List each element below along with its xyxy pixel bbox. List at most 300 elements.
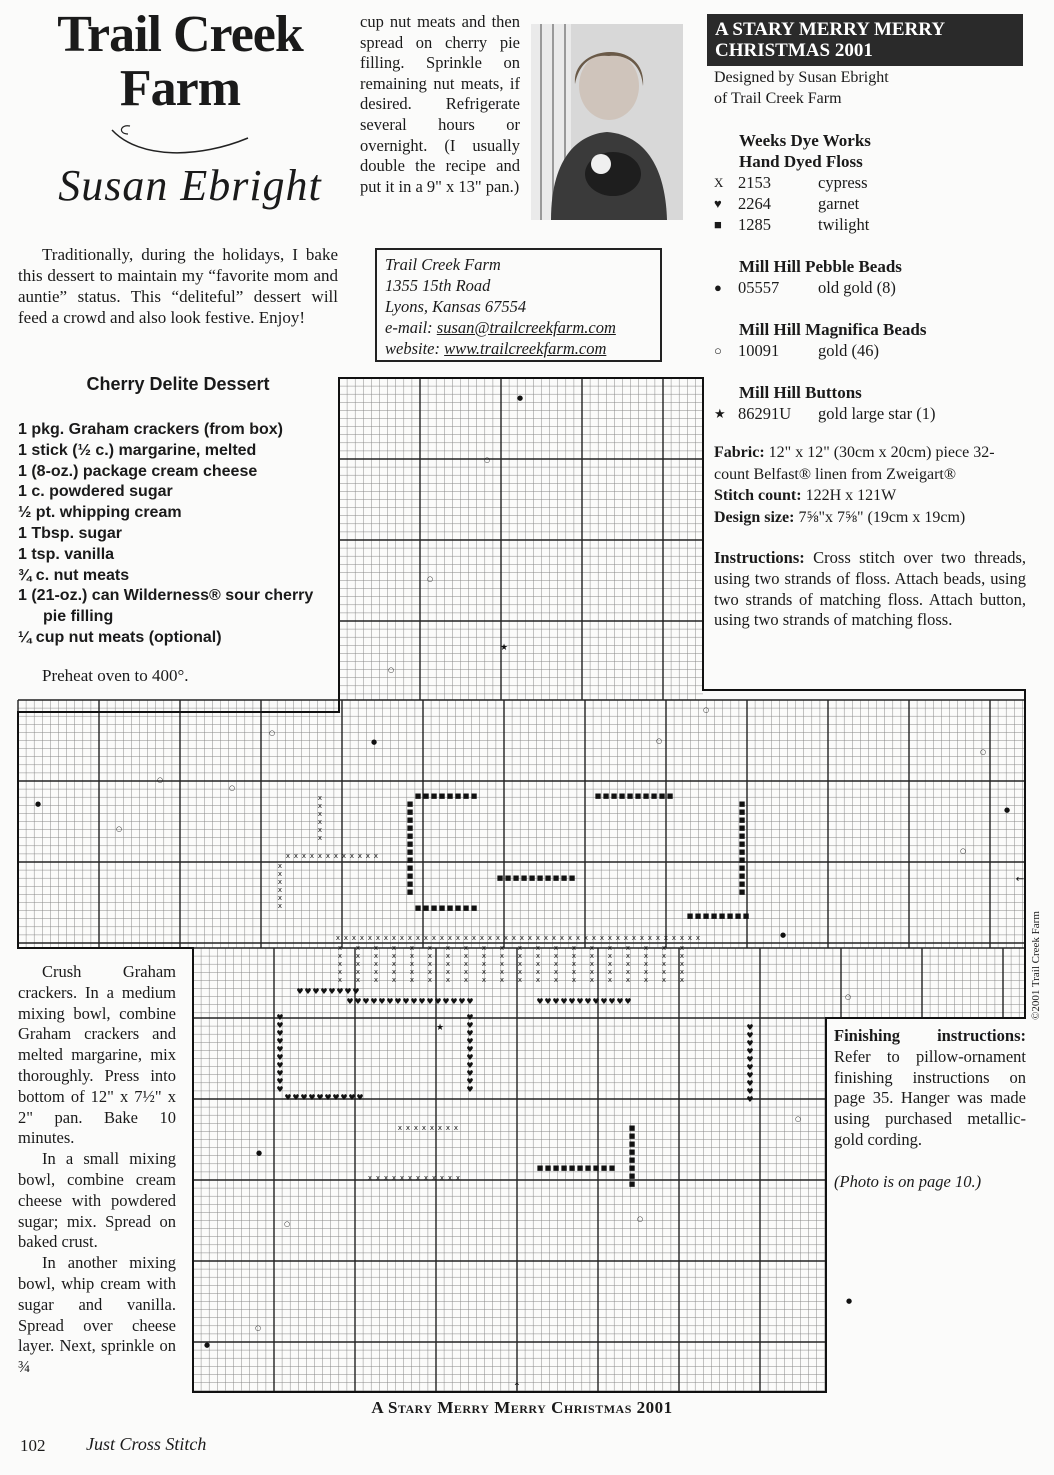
heart-stitch: ♥ [568,997,576,1006]
cross-stitch: x [623,934,629,942]
cross-stitch: x [447,1174,453,1182]
heart-stitch: ♥ [466,1077,474,1086]
cross-stitch: x [589,960,595,968]
magnifica-bead: ○ [844,993,852,1001]
square-symbol-icon: ■ [714,217,722,232]
cross-stitch: x [383,1174,389,1182]
cross-stitch: x [499,944,505,952]
cross-stitch: x [427,976,433,984]
cross-stitch: x [499,952,505,960]
cross-stitch: x [317,810,323,818]
cross-stitch: x [607,968,613,976]
magnifica-bead: ○ [115,825,123,833]
heart-stitch: ♥ [584,997,592,1006]
heart-stitch: ♥ [418,997,426,1006]
email-link[interactable]: susan@trailcreekfarm.com [436,318,616,337]
finishing-text: Refer to pillow-ornament finishing instructions on page 35. Hanger was made using purchased metallic-gold cording. [834,1046,1026,1149]
cross-stitch: x [481,952,487,960]
cross-stitch: x [643,960,649,968]
center-arrow: ↑ [512,1382,522,1393]
square-stitch: ■ [438,792,446,800]
cross-stitch: x [463,952,469,960]
recipe-step: Crush Graham crackers. In a medium mixing bowl, combine Graham crackers and melted margarine, mix thoroughly. Press into bottom of 12" x 7½" x 2" pan. Bake 10 minutes. [18,962,176,1148]
heart-stitch: ♥ [410,997,418,1006]
heart-stitch: ♥ [746,1031,754,1040]
heart-stitch: ♥ [300,1093,308,1102]
cross-stitch: x [337,952,343,960]
magnifica-heading: Mill Hill Magnifica Beads [739,320,927,339]
magnifica-bead: ○ [483,456,491,464]
heart-stitch: ♥ [276,1053,284,1062]
pebble-bead: ● [370,738,378,746]
heart-stitch: ♥ [552,997,560,1006]
cross-stitch: x [277,886,283,894]
heart-stitch: ♥ [466,1085,474,1094]
open-circle-symbol-icon: ○ [714,343,722,358]
magnifica-bead: ○ [268,729,276,737]
pebble-heading: Mill Hill Pebble Beads [739,257,902,276]
square-stitch: ■ [414,792,422,800]
photo-note: (Photo is on page 10.) [834,1172,982,1191]
cross-stitch: x [317,852,323,860]
heart-stitch: ♥ [296,987,304,996]
cross-stitch: x [427,952,433,960]
cross-stitch: x [589,944,595,952]
cross-stitch: x [535,976,541,984]
square-stitch: ■ [666,792,674,800]
heart-stitch: ♥ [394,997,402,1006]
cross-stitch: x [355,952,361,960]
cross-stitch: x [589,968,595,976]
page-number: 102 [20,1436,46,1455]
heart-stitch: ♥ [536,997,544,1006]
design-title-line2: CHRISTMAS 2001 [715,40,873,61]
square-stitch: ■ [462,904,470,912]
cross-stitch: x [631,934,637,942]
button-desc: gold large star (1) [818,404,936,423]
cross-stitch: x [535,944,541,952]
heart-stitch: ♥ [426,997,434,1006]
cross-stitch: x [517,968,523,976]
heart-stitch: ♥ [362,997,370,1006]
square-stitch: ■ [584,1164,592,1172]
square-stitch: ■ [406,888,414,896]
cross-symbol-icon: X [714,175,724,190]
cross-stitch: x [399,934,405,942]
cross-stitch: x [335,934,341,942]
square-stitch: ■ [560,874,568,882]
heart-stitch: ♥ [346,997,354,1006]
cross-stitch: x [277,878,283,886]
square-stitch: ■ [628,1132,636,1140]
cross-stitch: x [481,960,487,968]
cross-stitch: x [589,976,595,984]
square-stitch: ■ [626,792,634,800]
magnifica-bead: ○ [156,776,164,784]
heart-stitch: ♥ [308,1093,316,1102]
website-label: website: [385,339,445,358]
heart-stitch: ♥ [378,997,386,1006]
cross-stitch: x [421,1124,427,1132]
ingredient-item: 1 stick (½ c.) margarine, melted [18,441,257,459]
cross-stitch: x [679,960,685,968]
square-stitch: ■ [528,874,536,882]
cross-stitch: x [535,960,541,968]
cross-stitch: x [409,968,415,976]
square-stitch: ■ [406,816,414,824]
cross-stitch: x [543,934,549,942]
cross-stitch: x [427,944,433,952]
ingredient-item: ½ pt. whipping cream [18,504,182,522]
heart-stitch: ♥ [746,1023,754,1032]
cross-stitch: x [357,852,363,860]
square-stitch: ■ [406,840,414,848]
square-stitch: ■ [544,874,552,882]
cross-stitch: x [391,1174,397,1182]
magnifica-bead: ○ [387,666,395,674]
square-stitch: ■ [734,912,742,920]
heart-stitch: ♥ [592,997,600,1006]
square-stitch: ■ [406,848,414,856]
cross-stitch: x [535,968,541,976]
cross-stitch: x [333,852,339,860]
square-stitch: ■ [406,856,414,864]
cross-stitch: x [355,944,361,952]
cross-stitch: x [575,934,581,942]
cross-stitch: x [317,818,323,826]
heart-stitch: ♥ [354,997,362,1006]
heart-stitch: ♥ [386,997,394,1006]
square-stitch: ■ [568,1164,576,1172]
floss-color: cypress [818,173,868,192]
website-link[interactable]: www.trailcreekfarm.com [444,339,607,358]
cross-stitch: x [277,862,283,870]
heart-stitch: ♥ [332,1093,340,1102]
magnifica-bead: ○ [959,847,967,855]
star-button: ★ [435,1023,445,1033]
cross-stitch: x [643,952,649,960]
magnifica-bead: ○ [794,1115,802,1123]
cross-stitch: x [337,960,343,968]
floss-code: 2264 [738,194,771,213]
heart-stitch: ♥ [466,997,474,1006]
cross-stitch: x [455,1174,461,1182]
magnifica-bead: ○ [426,575,434,583]
square-stitch: ■ [552,1164,560,1172]
cross-stitch: x [277,870,283,878]
square-stitch: ■ [618,792,626,800]
magnifica-bead: ○ [655,737,663,745]
designer-signature: Susan Ebright [58,161,322,210]
cross-stitch: x [409,952,415,960]
pebble-bead: ● [779,931,787,939]
cross-stitch: x [481,944,487,952]
cross-stitch: x [375,1174,381,1182]
floss-code: 1285 [738,215,771,234]
cross-stitch: x [639,934,645,942]
cross-stitch: x [643,968,649,976]
cross-stitch: x [373,976,379,984]
heart-stitch: ♥ [746,1055,754,1064]
magnifica-bead: ○ [254,1324,262,1332]
heart-stitch: ♥ [276,1085,284,1094]
cross-stitch: x [383,934,389,942]
cross-stitch: x [679,976,685,984]
cross-stitch: x [455,934,461,942]
heart-stitch: ♥ [466,1053,474,1062]
heart-stitch: ♥ [466,1021,474,1030]
cross-stitch: x [317,794,323,802]
heart-stitch: ♥ [450,997,458,1006]
cross-stitch: x [409,944,415,952]
cross-stitch: x [463,976,469,984]
magnifica-bead: ○ [636,1215,644,1223]
cross-stitch: x [337,968,343,976]
square-stitch: ■ [520,874,528,882]
cross-stitch: x [413,1124,419,1132]
cross-stitch: x [591,934,597,942]
square-stitch: ■ [446,904,454,912]
square-stitch: ■ [738,888,746,896]
cross-stitch: x [355,960,361,968]
email-label: e-mail: [385,318,437,337]
square-stitch: ■ [686,912,694,920]
fabric-value: 12" x 12" (30cm x 20cm) piece 32-count Belfast® linen from Zweigart® [714,444,995,483]
cross-stitch: x [553,944,559,952]
heart-stitch: ♥ [356,1093,364,1102]
heart-symbol-icon: ♥ [714,196,722,211]
cross-stitch: x [427,960,433,968]
heart-stitch: ♥ [560,997,568,1006]
ingredient-item: 1 (8-oz.) package cream cheese [18,462,258,480]
cross-stitch: x [453,1124,459,1132]
cross-stitch: x [373,944,379,952]
instructions-label: Instructions: [714,548,805,567]
cross-stitch: x [559,934,565,942]
cross-stitch: x [517,976,523,984]
pebble-bead: ● [255,1149,263,1157]
square-stitch: ■ [406,880,414,888]
heart-stitch: ♥ [466,1061,474,1070]
star-symbol-icon: ★ [714,406,726,421]
cross-stitch: x [535,952,541,960]
cross-stitch: x [365,852,371,860]
cross-stitch: x [337,976,343,984]
bead-color: old gold (8) [818,278,896,297]
cross-stitch: x [567,934,573,942]
square-stitch: ■ [658,792,666,800]
square-stitch: ■ [594,792,602,800]
cross-stitch: x [355,968,361,976]
heart-stitch: ♥ [352,987,360,996]
square-stitch: ■ [702,912,710,920]
heart-stitch: ♥ [312,987,320,996]
recipe-continued: cup nut meats and then spread on cherry pie filling. Sprinkle on remaining nut meats, if desired. Refrigerate several hours or overnight. (I usually double the recipe and put it in a 9" x 13" pan.) [360,12,520,196]
square-stitch: ■ [738,872,746,880]
cross-stitch: x [661,944,667,952]
heart-stitch: ♥ [746,1047,754,1056]
cross-stitch: x [471,934,477,942]
square-stitch: ■ [454,904,462,912]
cross-stitch: x [661,960,667,968]
cross-stitch: x [553,968,559,976]
square-stitch: ■ [422,904,430,912]
cross-stitch: x [517,952,523,960]
cross-stitch: x [643,976,649,984]
square-stitch: ■ [406,800,414,808]
heart-stitch: ♥ [746,1095,754,1104]
square-stitch: ■ [406,864,414,872]
center-arrow: ← [1015,874,1025,885]
cross-stitch: x [499,976,505,984]
button-code: 86291U [738,404,792,423]
cross-stitch: x [553,960,559,968]
heart-stitch: ♥ [276,1069,284,1078]
designer-line1: Designed by Susan Ebright [714,69,889,86]
cross-stitch: x [375,934,381,942]
square-stitch: ■ [536,1164,544,1172]
cross-stitch: x [679,944,685,952]
square-stitch: ■ [738,824,746,832]
cross-stitch: x [337,944,343,952]
heart-stitch: ♥ [324,1093,332,1102]
heart-stitch: ♥ [576,997,584,1006]
square-stitch: ■ [422,792,430,800]
fabric-label: Fabric: [714,444,765,461]
cross-stitch: x [431,934,437,942]
cross-stitch: x [367,1174,373,1182]
cross-stitch: x [503,934,509,942]
square-stitch: ■ [738,864,746,872]
cross-stitch: x [373,968,379,976]
ingredient-item: ¼ cup nut meats (optional) [18,628,222,646]
cross-stitch: x [463,968,469,976]
copyright-notice: ©2001 Trail Creek Farm [1030,911,1042,1020]
cross-stitch: x [571,952,577,960]
square-stitch: ■ [642,792,650,800]
heart-stitch: ♥ [624,997,632,1006]
square-stitch: ■ [694,912,702,920]
cross-stitch: x [553,976,559,984]
cross-stitch: x [445,944,451,952]
square-stitch: ■ [602,792,610,800]
designer-line2: of Trail Creek Farm [714,89,842,107]
cross-stitch: x [407,1174,413,1182]
square-stitch: ■ [742,912,750,920]
heart-stitch: ♥ [276,1029,284,1038]
buttons-heading: Mill Hill Buttons [739,383,862,402]
cross-stitch: x [397,1124,403,1132]
cross-stitch: x [341,852,347,860]
cross-stitch: x [551,934,557,942]
cross-stitch: x [407,934,413,942]
heart-stitch: ♥ [276,1021,284,1030]
cross-stitch: x [343,934,349,942]
square-stitch: ■ [406,824,414,832]
cross-stitch: x [409,976,415,984]
heart-stitch: ♥ [284,1093,292,1102]
square-stitch: ■ [738,816,746,824]
cross-stitch: x [439,934,445,942]
heart-stitch: ♥ [466,1069,474,1078]
stitch-count-label: Stitch count: [714,487,802,504]
cross-stitch: x [647,934,653,942]
ingredient-item: 1 Tbsp. sugar [18,524,123,542]
cross-stitch: x [661,976,667,984]
cross-stitch: x [607,934,613,942]
preheat-instruction: Preheat oven to 400°. [42,666,189,685]
square-stitch: ■ [504,874,512,882]
cross-stitch: x [517,944,523,952]
cross-stitch: x [423,1174,429,1182]
intro-paragraph: Traditionally, during the holidays, I bake this dessert to maintain my “favorite mom and auntie” status. This “deliteful” dessert will feed a crowd and also look festive. Enjoy! [18,245,338,327]
magnifica-bead: ○ [702,706,710,714]
cross-stitch: x [301,852,307,860]
heart-stitch: ♥ [746,1087,754,1096]
square-stitch: ■ [430,904,438,912]
cross-stitch: x [445,976,451,984]
square-stitch: ■ [406,832,414,840]
cross-stitch: x [607,952,613,960]
square-stitch: ■ [738,840,746,848]
chart-symbols [35,394,1024,1393]
magazine-name: Just Cross Stitch [86,1434,207,1454]
square-stitch: ■ [438,904,446,912]
cross-stitch: x [479,934,485,942]
cross-stitch: x [535,934,541,942]
magnifica-bead: ○ [979,748,987,756]
cross-stitch: x [687,934,693,942]
pebble-bead: ● [203,1341,211,1349]
cross-stitch: x [409,960,415,968]
heart-stitch: ♥ [458,997,466,1006]
heart-stitch: ♥ [320,987,328,996]
cross-stitch: x [607,976,613,984]
square-stitch: ■ [414,904,422,912]
cross-stitch: x [663,934,669,942]
square-stitch: ■ [628,1140,636,1148]
floss-code: 2153 [738,173,771,192]
cross-stitch: x [309,852,315,860]
square-stitch: ■ [726,912,734,920]
cross-stitch: x [445,960,451,968]
heart-stitch: ♥ [336,987,344,996]
floss-heading1: Weeks Dye Works [739,131,871,150]
cross-stitch: x [571,944,577,952]
cross-stitch: x [445,968,451,976]
heart-stitch: ♥ [616,997,624,1006]
cross-stitch: x [487,934,493,942]
cross-stitch: x [643,944,649,952]
cross-stitch: x [431,1174,437,1182]
cross-stitch: x [589,952,595,960]
cross-stitch: x [391,968,397,976]
square-stitch: ■ [430,792,438,800]
pebble-bead: ● [516,394,524,402]
heart-stitch: ♥ [340,1093,348,1102]
cross-stitch: x [517,960,523,968]
square-stitch: ■ [738,800,746,808]
cross-stitch: x [317,834,323,842]
square-stitch: ■ [512,874,520,882]
heart-stitch: ♥ [276,1045,284,1054]
contact-name: Trail Creek Farm [385,255,501,274]
square-stitch: ■ [738,808,746,816]
cross-stitch: x [391,976,397,984]
heart-stitch: ♥ [466,1029,474,1038]
cross-stitch: x [427,968,433,976]
square-stitch: ■ [568,874,576,882]
